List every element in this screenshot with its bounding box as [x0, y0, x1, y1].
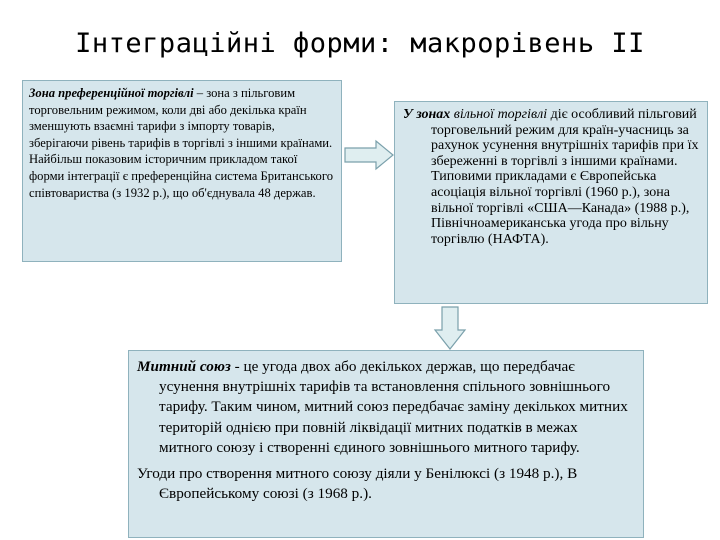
- free-trade-text: діє особливий пільговий торговельний режим для країн-учасниць за рахунок усунення внутрішніх тарифів при їх збереженні в торгівлі з іншими країнами. Типовими прикладами є Європейська асоціація вільної торгівлі (1960 р.), зона вільної торгівлі «США—Канада» (1988 р.), Північноамериканська угода про вільну торгівлю (НАФТА).: [431, 107, 699, 247]
- right-arrow-icon: [344, 140, 394, 170]
- free-trade-box: [394, 101, 708, 304]
- preferential-trade-text: – зона з пільговим торговельним режимом, коли дві або декілька країн зменшують взаємні тарифи з імпорту товарів, зберігаючи рівень тарифів в торгівлі з іншими країнами. Найбільш показовим історичним прикладом такої форми інтеграції є преференційна система Британського співтовариства (з 1932 р.), що об'єднувала 48 держав.: [29, 86, 334, 200]
- customs-union-box: [128, 350, 644, 538]
- preferential-trade-term: Зона преференційної торгівлі: [29, 86, 194, 100]
- customs-union-text: - це угода двох або декількох держав, що передбачає усунення внутрішніх тарифів та встановлення спільного зовнішнього тарифу. Таким чином, митний союз передбачає заміну декількох митних територій однією при повній ліквідації митних податків в межах митного союзу і створенні єдиного зовнішнього митного тарифу.: [159, 358, 628, 456]
- free-trade-term: вільної торгівлі: [453, 107, 548, 122]
- slide-title: Інтеграційні форми: макрорівень ІІ: [75, 28, 645, 59]
- down-arrow-icon: [434, 306, 466, 350]
- customs-union-term: Митний союз: [137, 358, 231, 375]
- preferential-trade-box: [22, 80, 342, 262]
- free-trade-lead: У зонах: [403, 107, 454, 122]
- customs-union-agreements: Угоди про створення митного союзу діяли у Бенілюксі (з 1948 р.), В Європейському союзі (з 1968 р.).: [137, 465, 578, 503]
